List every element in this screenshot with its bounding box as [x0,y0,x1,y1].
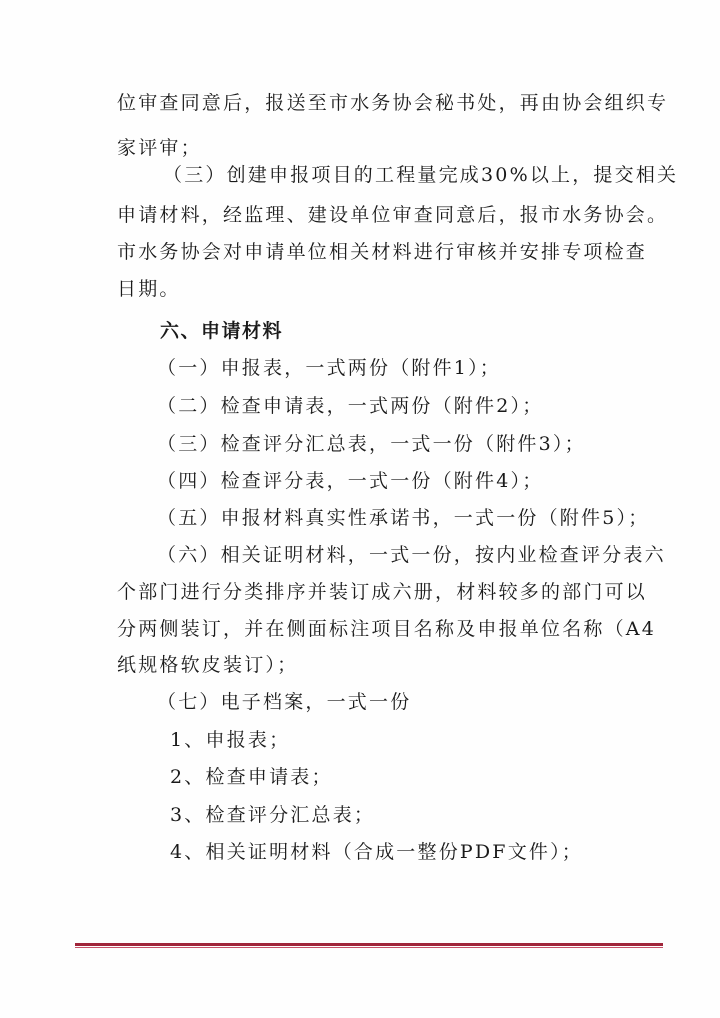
body-text-line: 位审查同意后，报送至市水务协会秘书处，再由协会组织专 [117,92,669,114]
list-item: 2、检查申请表； [170,766,333,788]
body-text-line: （三）创建申报项目的工程量完成30%以上，提交相关 [163,164,679,186]
list-item: （三）检查评分汇总表，一式一份（附件3）； [157,433,586,455]
body-text-line: 申请材料，经监理、建设单位审查同意后，报市水务协会。 [117,204,669,226]
list-item: 3、检查评分汇总表； [170,804,376,826]
list-item: （一）申报表，一式两份（附件1）； [157,357,501,379]
section-heading: 六、申请材料 [160,320,284,342]
list-item: 1、申报表； [170,729,291,751]
list-item: （五）申报材料真实性承诺书，一式一份（附件5）； [157,507,650,529]
body-text-line: 家评审； [117,137,202,159]
list-item: （六）相关证明材料，一式一份，按内业检查评分表六 [157,544,666,566]
list-item: （二）检查申请表，一式两份（附件2）； [157,395,544,417]
footer-rule-shadow [75,947,663,948]
list-item: （四）检查评分表，一式一份（附件4）； [157,470,544,492]
list-item: （七）电子档案，一式一份 [157,691,412,713]
list-item: 个部门进行分类排序并装订成六册，材料较多的部门可以 [117,581,648,603]
body-text-line: 市水务协会对申请单位相关材料进行审核并安排专项检查 [117,241,648,263]
list-item: 分两侧装订，并在侧面标注项目名称及申报单位名称（A4 [117,618,657,640]
body-text-line: 日期。 [117,278,181,300]
footer-rule [75,943,663,946]
list-item: 纸规格软皮装订）； [117,654,299,676]
list-item: 4、相关证明材料（合成一整份PDF文件）； [170,841,583,863]
